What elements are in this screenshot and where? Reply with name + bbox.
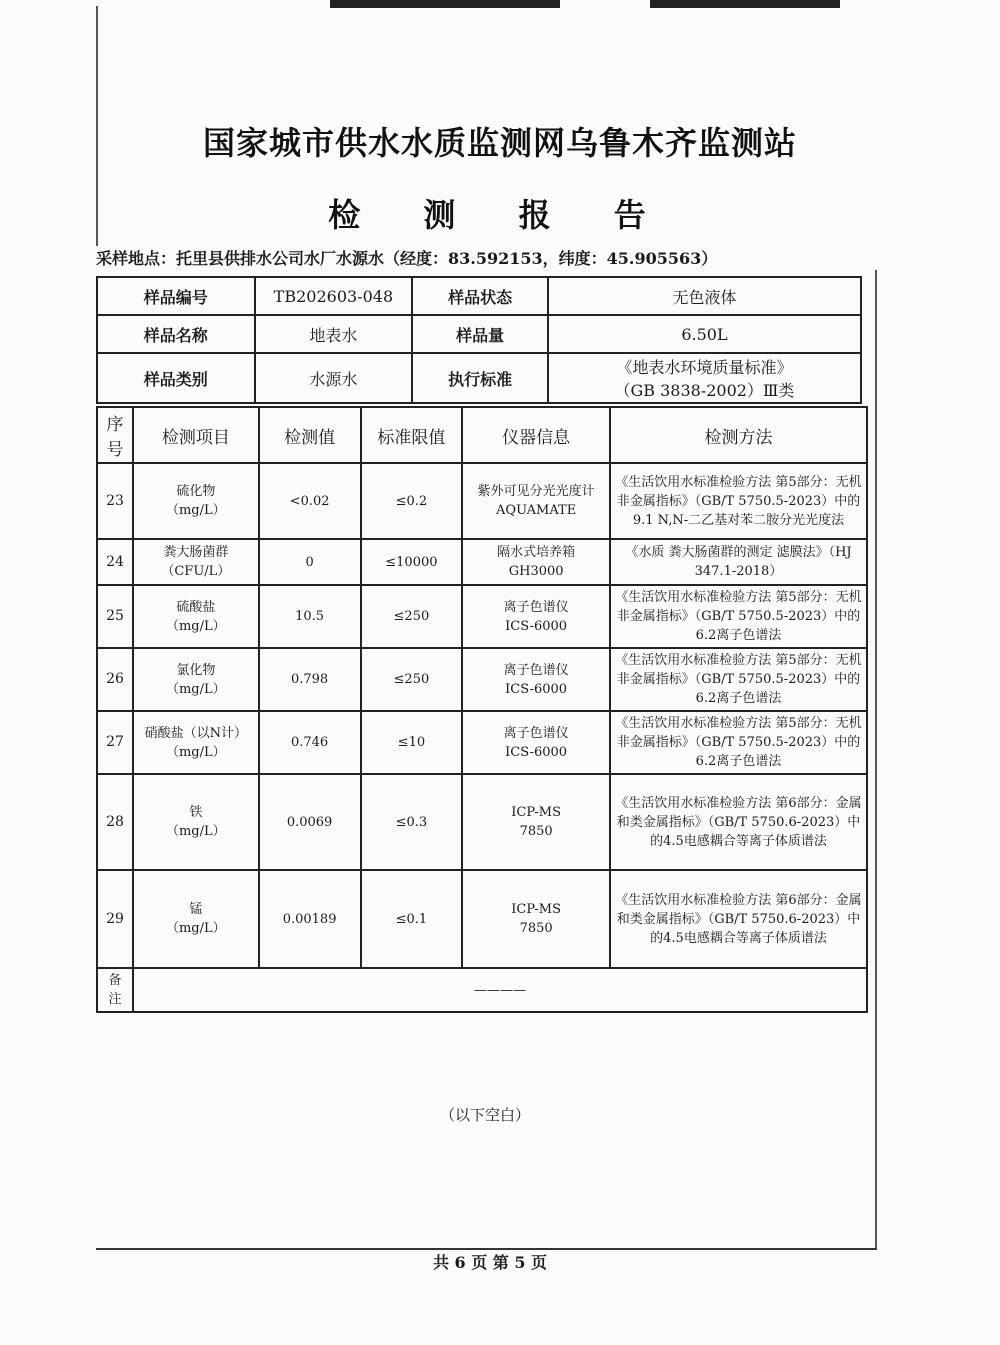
item-name: 锰 <box>189 902 203 917</box>
sample-type-label: 样品类别 <box>97 353 255 403</box>
item-name: 氯化物 <box>176 662 216 678</box>
remarks-label: 备注 <box>97 968 133 1012</box>
report-subtitle: 检 测 报 告 <box>328 196 672 234</box>
sample-no-label: 样品编号 <box>97 277 255 315</box>
row-value: 0 <box>259 539 361 585</box>
row-value: 0.746 <box>259 711 361 774</box>
instrument-name: ICP-MS <box>511 805 561 820</box>
blank-below-note: （以下空白） <box>439 1106 530 1124</box>
row-instrument <box>462 648 610 711</box>
standard-line2: （GB 3838-2002）Ⅲ类 <box>614 381 795 400</box>
standard-line1: 《地表水环境质量标准》 <box>616 358 793 377</box>
instrument-model: ICS-6000 <box>505 744 568 760</box>
row-limit: ≤250 <box>361 648 463 711</box>
row-limit: ≤0.3 <box>361 774 463 870</box>
col-header-instrument: 仪器信息 <box>462 407 610 463</box>
row-method: 《生活饮用水标准检验方法 第5部分：无机非金属指标》（GB/T 5750.5-2023）中的6.2离子色谱法 <box>610 648 867 711</box>
row-method: 《生活饮用水标准检验方法 第5部分：无机非金属指标》（GB/T 5750.5-2023）中的6.2离子色谱法 <box>610 585 867 648</box>
row-instrument <box>462 870 610 968</box>
row-item <box>133 774 259 870</box>
row-instrument <box>462 774 610 870</box>
row-value: 10.5 <box>259 585 361 648</box>
sample-type-value: 水源水 <box>255 353 413 403</box>
scan-edge-top-right <box>650 0 840 8</box>
table-row <box>97 585 867 648</box>
sample-name-label: 样品名称 <box>97 315 255 353</box>
instrument-model: 7850 <box>519 824 553 839</box>
col-header-method: 检测方法 <box>610 407 867 463</box>
instrument-model: ICS-6000 <box>505 681 568 697</box>
row-limit: ≤0.2 <box>361 463 463 539</box>
table-row <box>97 648 867 711</box>
scan-edge-right <box>875 270 877 1250</box>
row-instrument <box>462 463 610 539</box>
row-idx: 29 <box>97 870 133 968</box>
row-idx: 23 <box>97 463 133 539</box>
instrument-name: 离子色谱仪 <box>503 599 569 615</box>
item-name: 硝酸盐（以N计） <box>144 725 248 741</box>
row-idx: 27 <box>97 711 133 774</box>
row-method: 《水质 粪大肠菌群的测定 滤膜法》（HJ 347.1-2018） <box>610 539 867 585</box>
row-limit: ≤10 <box>361 711 463 774</box>
row-item <box>133 463 259 539</box>
col-header-idx: 序号 <box>97 407 133 463</box>
item-unit: （mg/L） <box>165 744 226 760</box>
row-method: 《生活饮用水标准检验方法 第6部分：金属和类金属指标》（GB/T 5750.6-2023）中的4.5电感耦合等离子体质谱法 <box>610 774 867 870</box>
sample-name-value: 地表水 <box>255 315 413 353</box>
table-row <box>97 711 867 774</box>
sample-state-label: 样品状态 <box>412 277 548 315</box>
row-item <box>133 648 259 711</box>
item-unit: （mg/L） <box>165 618 226 634</box>
results-table <box>96 406 868 1013</box>
sampling-location: 采样地点：托里县供排水公司水厂水源水（经度：83.592153，纬度：45.905563） <box>96 249 718 268</box>
report-title: 国家城市供水水质监测网乌鲁木齐监测站 <box>202 124 797 162</box>
table-row <box>97 539 867 585</box>
item-unit: （mg/L） <box>165 503 226 518</box>
instrument-model: 7850 <box>519 921 553 936</box>
scan-edge-top-left <box>330 0 560 8</box>
row-method: 《生活饮用水标准检验方法 第6部分：金属和类金属指标》（GB/T 5750.6-2023）中的4.5电感耦合等离子体质谱法 <box>610 870 867 968</box>
row-item <box>133 585 259 648</box>
sample-qty-label: 样品量 <box>412 315 548 353</box>
table-row <box>97 774 867 870</box>
col-header-limit: 标准限值 <box>361 407 463 463</box>
item-unit: （mg/L） <box>165 921 226 936</box>
sample-no-value: TB202603-048 <box>255 277 413 315</box>
row-idx: 24 <box>97 539 133 585</box>
item-name: 粪大肠菌群 <box>163 545 229 560</box>
table-row <box>97 870 867 968</box>
item-unit: （CFU/L） <box>161 564 231 579</box>
row-idx: 25 <box>97 585 133 648</box>
row-value: 0.0069 <box>259 774 361 870</box>
row-instrument <box>462 539 610 585</box>
instrument-model: ICS-6000 <box>505 618 568 634</box>
row-idx: 28 <box>97 774 133 870</box>
row-idx: 26 <box>97 648 133 711</box>
instrument-name: 离子色谱仪 <box>503 662 569 678</box>
instrument-model: AQUAMATE <box>496 503 577 518</box>
instrument-name: ICP-MS <box>511 902 561 917</box>
row-method: 《生活饮用水标准检验方法 第5部分：无机非金属指标》（GB/T 5750.5-2023）中的6.2离子色谱法 <box>610 711 867 774</box>
row-value: 0.798 <box>259 648 361 711</box>
standard-value <box>548 353 861 403</box>
item-unit: （mg/L） <box>165 681 226 697</box>
sample-info-table <box>96 276 862 404</box>
row-value: 0.00189 <box>259 870 361 968</box>
remarks-row <box>97 968 867 1012</box>
instrument-name: 隔水式培养箱 <box>497 545 576 560</box>
row-item <box>133 870 259 968</box>
instrument-name: 紫外可见分光光度计 <box>477 484 595 499</box>
row-instrument <box>462 711 610 774</box>
item-name: 硫酸盐 <box>176 599 216 615</box>
row-limit: ≤10000 <box>361 539 463 585</box>
item-unit: （mg/L） <box>165 824 226 839</box>
row-limit: ≤0.1 <box>361 870 463 968</box>
sample-qty-value: 6.50L <box>548 315 861 353</box>
row-instrument <box>462 585 610 648</box>
standard-label: 执行标准 <box>412 353 548 403</box>
row-limit: ≤250 <box>361 585 463 648</box>
item-name: 铁 <box>189 805 203 820</box>
instrument-name: 离子色谱仪 <box>503 725 569 741</box>
sample-state-value: 无色液体 <box>548 277 861 315</box>
row-value: <0.02 <box>259 463 361 539</box>
col-header-item: 检测项目 <box>133 407 259 463</box>
row-method: 《生活饮用水标准检验方法 第5部分：无机非金属指标》（GB/T 5750.5-2023）中的9.1 N,N-二乙基对苯二胺分光光度法 <box>610 463 867 539</box>
item-name: 硫化物 <box>176 484 216 499</box>
remarks-value: ———— <box>133 968 867 1012</box>
col-header-value: 检测值 <box>259 407 361 463</box>
page-number: 共 6 页 第 5 页 <box>432 1253 548 1272</box>
row-item <box>133 539 259 585</box>
instrument-model: GH3000 <box>508 564 564 579</box>
row-item <box>133 711 259 774</box>
table-row <box>97 463 867 539</box>
